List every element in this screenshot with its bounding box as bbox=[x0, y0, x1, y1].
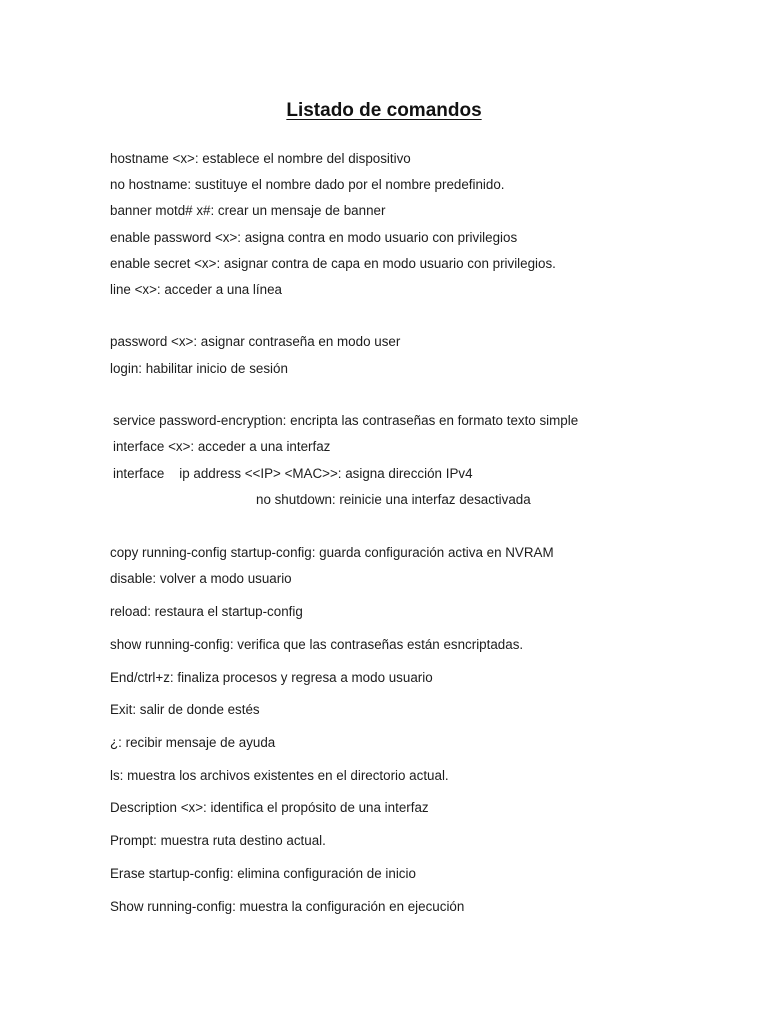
page-title: Listado de comandos bbox=[286, 100, 482, 121]
command-line: service password-encryption: encripta las contraseñas en formato texto simple bbox=[113, 413, 579, 428]
command-line: Show running-config: muestra la configuración en ejecución bbox=[110, 899, 465, 914]
command-line: ¿: recibir mensaje de ayuda bbox=[110, 735, 276, 750]
command-line: Erase startup-config: elimina configuración de inicio bbox=[110, 866, 416, 881]
command-line: End/ctrl+z: finaliza procesos y regresa a modo usuario bbox=[110, 670, 433, 685]
command-line: line <x>: acceder a una línea bbox=[110, 282, 282, 297]
command-line: enable secret <x>: asignar contra de capa en modo usuario con privilegios. bbox=[110, 256, 556, 271]
command-line: Prompt: muestra ruta destino actual. bbox=[110, 833, 326, 848]
command-line: hostname <x>: establece el nombre del dispositivo bbox=[110, 151, 411, 166]
command-line: ls: muestra los archivos existentes en el directorio actual. bbox=[110, 768, 449, 783]
command-line: login: habilitar inicio de sesión bbox=[110, 361, 288, 376]
command-line: enable password <x>: asigna contra en modo usuario con privilegios bbox=[110, 230, 518, 245]
command-line: Description <x>: identifica el propósito de una interfaz bbox=[110, 800, 429, 815]
command-line: show running-config: verifica que las contraseñas están esncriptadas. bbox=[110, 637, 524, 652]
command-line: interface <x>: acceder a una interfaz bbox=[113, 439, 331, 454]
command-line: password <x>: asignar contraseña en modo user bbox=[110, 334, 401, 349]
command-line: copy running-config startup-config: guarda configuración activa en NVRAM bbox=[110, 545, 554, 560]
command-line: no shutdown: reinicie una interfaz desactivada bbox=[256, 492, 531, 507]
command-line: disable: volver a modo usuario bbox=[110, 571, 292, 586]
command-line: Exit: salir de donde estés bbox=[110, 702, 260, 717]
command-line: banner motd# x#: crear un mensaje de banner bbox=[110, 203, 386, 218]
command-line: reload: restaura el startup-config bbox=[110, 604, 303, 619]
command-line: no hostname: sustituye el nombre dado por el nombre predefinido. bbox=[110, 177, 505, 192]
command-line: interface ip address <<IP> <MAC>>: asigna dirección IPv4 bbox=[113, 466, 473, 481]
